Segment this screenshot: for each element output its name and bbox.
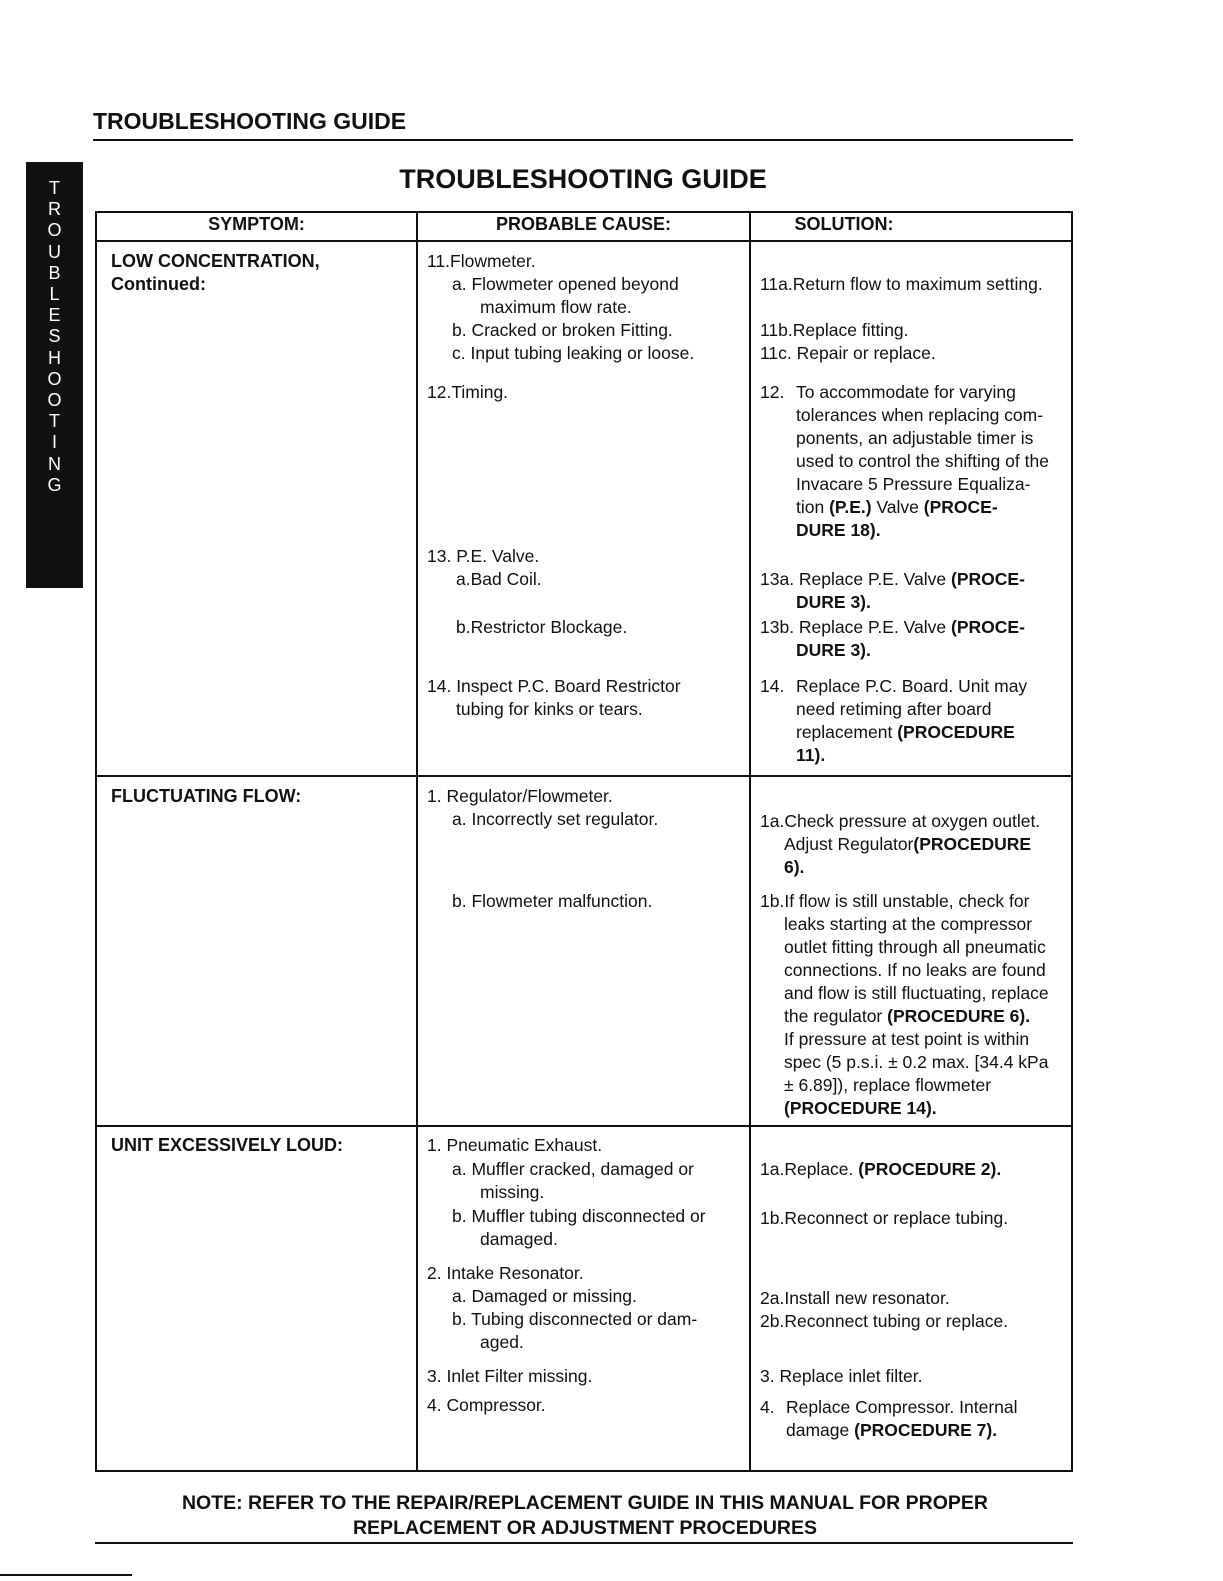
cause-item: c. Input tubing leaking or loose. — [452, 343, 695, 363]
solution-item — [796, 721, 1015, 744]
solution-item — [784, 833, 1031, 856]
solution-item: Invacare 5 Pressure Equaliza- — [796, 474, 1031, 494]
solution-text: 13b. Replace P.E. Valve — [760, 617, 947, 637]
solution-item: 4. — [760, 1397, 775, 1417]
side-tab-letter: T — [49, 411, 60, 432]
procedure-reference: DURE 18). — [796, 520, 881, 540]
cause-item: damaged. — [480, 1229, 558, 1249]
header-row-rule — [95, 240, 1073, 242]
symptom-label: UNIT EXCESSIVELY LOUD: — [111, 1135, 344, 1155]
column-divider-2 — [749, 211, 751, 1472]
solution-item: 3. Replace inlet filter. — [760, 1366, 923, 1386]
column-header-symptom: SYMPTOM: — [208, 214, 305, 234]
solution-item: and flow is still fluctuating, replace — [784, 983, 1049, 1003]
procedure-reference: DURE 3). — [796, 592, 871, 612]
solution-text: replacement — [796, 722, 893, 742]
procedure-reference: 11). — [796, 745, 826, 765]
side-tab-letter: O — [47, 368, 62, 389]
cause-item: missing. — [480, 1182, 545, 1202]
solution-item: 14. — [760, 676, 785, 696]
solution-text: damage — [786, 1420, 850, 1440]
cause-item: 13. P.E. Valve. — [427, 546, 540, 566]
side-tab-letter: L — [49, 284, 60, 305]
cause-item: 1. Pneumatic Exhaust. — [427, 1135, 603, 1155]
symptom-label: Continued: — [111, 274, 206, 294]
solution-item — [760, 568, 1025, 591]
solution-item: need retiming after board — [796, 699, 992, 719]
cause-item: a. Damaged or missing. — [452, 1286, 637, 1306]
procedure-reference: (PROCEDURE — [897, 722, 1015, 742]
procedure-reference: 6). — [784, 857, 805, 877]
cause-item: 12.Timing. — [427, 382, 509, 402]
cause-item: b. Muffler tubing disconnected or — [452, 1206, 706, 1226]
side-tab-letter: O — [47, 390, 62, 411]
cause-item: b. Cracked or broken Fitting. — [452, 320, 673, 340]
solution-text: Valve — [876, 497, 919, 517]
solution-item — [760, 616, 1025, 639]
solution-item — [784, 1005, 1030, 1028]
solution-item: 1b.Reconnect or replace tubing. — [760, 1208, 1009, 1228]
side-tab-letter: H — [48, 347, 61, 368]
solution-item — [760, 1158, 1001, 1181]
column-header-cause: PROBABLE CAUSE: — [495, 214, 671, 234]
solution-item: outlet fitting through all pneumatic — [784, 937, 1046, 957]
row-rule-2 — [95, 1125, 1073, 1127]
column-header-solution: SOLUTION: — [794, 214, 894, 234]
solution-text: Adjust Regulator — [784, 834, 914, 854]
procedure-reference: (PROCEDURE 2). — [858, 1159, 1002, 1179]
solution-item: Replace Compressor. Internal — [786, 1397, 1018, 1417]
solution-item: 2a.Install new resonator. — [760, 1288, 950, 1308]
cause-item: a. Incorrectly set regulator. — [452, 809, 659, 829]
side-tab-letter: S — [48, 326, 61, 347]
solution-text: tion — [796, 497, 825, 517]
bottom-rule — [95, 1542, 1073, 1544]
procedure-reference: DURE 3). — [796, 640, 871, 660]
cause-item: b. Flowmeter malfunction. — [452, 891, 653, 911]
side-tab-letter: R — [48, 199, 61, 220]
solution-item: used to control the shifting of the — [796, 451, 1049, 471]
solution-item: ± 6.89]), replace flowmeter — [784, 1075, 992, 1095]
solution-item: Replace P.C. Board. Unit may — [796, 676, 1028, 696]
procedure-reference: (PROCEDURE 7). — [854, 1420, 998, 1440]
cause-item: tubing for kinks or tears. — [456, 699, 643, 719]
solution-text: 1a.Replace. — [760, 1159, 854, 1179]
cause-item: 1. Regulator/Flowmeter. — [427, 786, 613, 806]
solution-item: 1a.Check pressure at oxygen outlet. — [760, 811, 1041, 831]
header-rule — [93, 139, 1073, 141]
main-title: TROUBLESHOOTING GUIDE — [399, 164, 767, 194]
solution-item: connections. If no leaks are found — [784, 960, 1046, 980]
side-tab-letter: O — [47, 220, 62, 241]
procedure-reference: (PROCE- — [923, 497, 998, 517]
solution-item — [796, 496, 998, 519]
page-header-title: TROUBLESHOOTING GUIDE — [93, 108, 407, 134]
side-tab-letter: T — [49, 178, 60, 198]
solution-item: 11b.Replace fitting. — [760, 320, 909, 340]
solution-item: 11a.Return flow to maximum setting. — [760, 274, 1043, 294]
solution-item: leaks starting at the compressor — [784, 914, 1033, 934]
solution-item: tolerances when replacing com- — [796, 405, 1044, 425]
symptom-label: LOW CONCENTRATION, — [111, 251, 320, 271]
cause-item: b. Tubing disconnected or dam- — [452, 1309, 698, 1329]
cause-item: a. Muffler cracked, damaged or — [452, 1159, 694, 1179]
cause-item: a.Bad Coil. — [456, 569, 542, 589]
side-tab-letter: N — [48, 453, 61, 474]
footer-note-line: REPLACEMENT OR ADJUSTMENT PROCEDURES — [352, 1517, 818, 1539]
side-tab-letter: E — [48, 305, 61, 326]
cause-item: maximum flow rate. — [480, 297, 632, 317]
side-tab-letter: G — [47, 474, 62, 495]
solution-item: 11c. Repair or replace. — [760, 343, 936, 363]
solution-text: the regulator — [784, 1006, 883, 1026]
corner-rule — [0, 1574, 132, 1576]
solution-item: spec (5 p.s.i. ± 0.2 max. [34.4 kPa — [784, 1052, 1049, 1072]
side-tab — [26, 162, 83, 588]
side-tab-letter: B — [48, 262, 61, 283]
solution-item — [786, 1419, 997, 1442]
cause-item: 4. Compressor. — [427, 1395, 546, 1415]
column-divider-1 — [416, 211, 418, 1472]
side-tab-letter: U — [48, 241, 61, 262]
solution-item: ponents, an adjustable timer is — [796, 428, 1034, 448]
side-tab-letter: I — [51, 432, 57, 453]
procedure-reference: (PROCE- — [951, 617, 1025, 637]
solution-item: If pressure at test point is within — [784, 1029, 1030, 1049]
solution-item: 12. — [760, 382, 785, 402]
cause-item: b.Restrictor Blockage. — [456, 617, 628, 637]
solution-text: 13a. Replace P.E. Valve — [760, 569, 947, 589]
cause-item: 11.Flowmeter. — [427, 251, 536, 271]
solution-text: (P.E.) — [829, 497, 872, 517]
cause-item: 3. Inlet Filter missing. — [427, 1366, 593, 1386]
footer-note — [0, 1491, 1170, 1541]
solution-item: To accommodate for varying — [796, 382, 1016, 402]
symptom-label: FLUCTUATING FLOW: — [111, 786, 302, 806]
footer-note-line: NOTE: REFER TO THE REPAIR/REPLACEMENT GUIDE IN THIS MANUAL FOR PROPER — [181, 1492, 989, 1514]
procedure-reference: (PROCEDURE 6). — [887, 1006, 1031, 1026]
solution-item: 1b.If flow is still unstable, check for — [760, 891, 1030, 911]
cause-item: a. Flowmeter opened beyond — [452, 274, 679, 294]
procedure-reference: (PROCEDURE 14). — [784, 1098, 937, 1118]
cause-item: 2. Intake Resonator. — [427, 1263, 584, 1283]
cause-item: 14. Inspect P.C. Board Restrictor — [427, 676, 681, 696]
procedure-reference: (PROCEDURE — [913, 834, 1032, 854]
cause-item: aged. — [480, 1332, 524, 1352]
row-rule-1 — [95, 775, 1073, 777]
procedure-reference: (PROCE- — [951, 569, 1025, 589]
solution-item: 2b.Reconnect tubing or replace. — [760, 1311, 1009, 1331]
